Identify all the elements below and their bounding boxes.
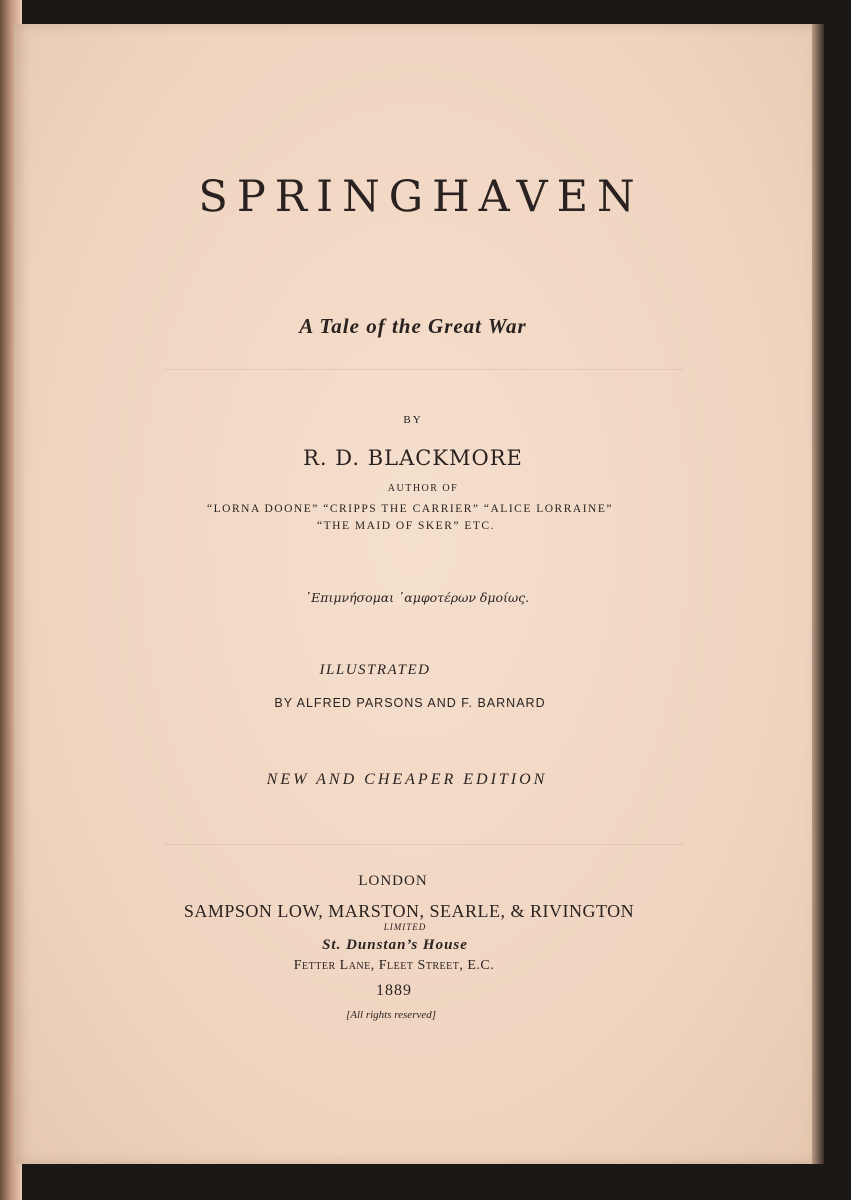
- publication-city: LONDON: [358, 873, 428, 889]
- title-page: [14, 24, 812, 1164]
- greek-epigraph: ᾿Επιμνήσομαι ᾿αμφοτέρων δμοίως.: [304, 590, 530, 605]
- edition-label: NEW AND CHEAPER EDITION: [266, 771, 548, 788]
- by-label: BY: [403, 414, 423, 426]
- rights-notice: [All rights reserved]: [345, 1009, 437, 1021]
- illustrated-label: ILLUSTRATED: [319, 662, 431, 678]
- author-name: R. D. BLACKMORE: [303, 446, 523, 470]
- publication-year: 1889: [376, 982, 412, 999]
- publisher-limited: LIMITED: [383, 922, 427, 932]
- book-title: SPRINGHAVEN: [198, 172, 644, 222]
- publisher-address: Fetter Lane, Fleet Street, E.C.: [293, 958, 495, 973]
- paper-crease: [164, 844, 684, 845]
- author-of-label: AUTHOR OF: [387, 483, 459, 494]
- other-works-line-2: “THE MAID OF SKER” ETC.: [317, 520, 495, 532]
- publisher-name: SAMPSON LOW, MARSTON, SEARLE, & RIVINGTON: [183, 901, 635, 921]
- publisher-house: St. Dunstan’s House: [322, 937, 468, 953]
- other-works-line-1: “LORNA DOONE” “CRIPPS THE CARRIER” “ALICE LORRAINE”: [207, 503, 613, 515]
- paper-crease: [164, 369, 684, 370]
- illustrators: BY ALFRED PARSONS AND F. BARNARD: [274, 696, 546, 710]
- book-subtitle: A Tale of the Great War: [299, 314, 527, 338]
